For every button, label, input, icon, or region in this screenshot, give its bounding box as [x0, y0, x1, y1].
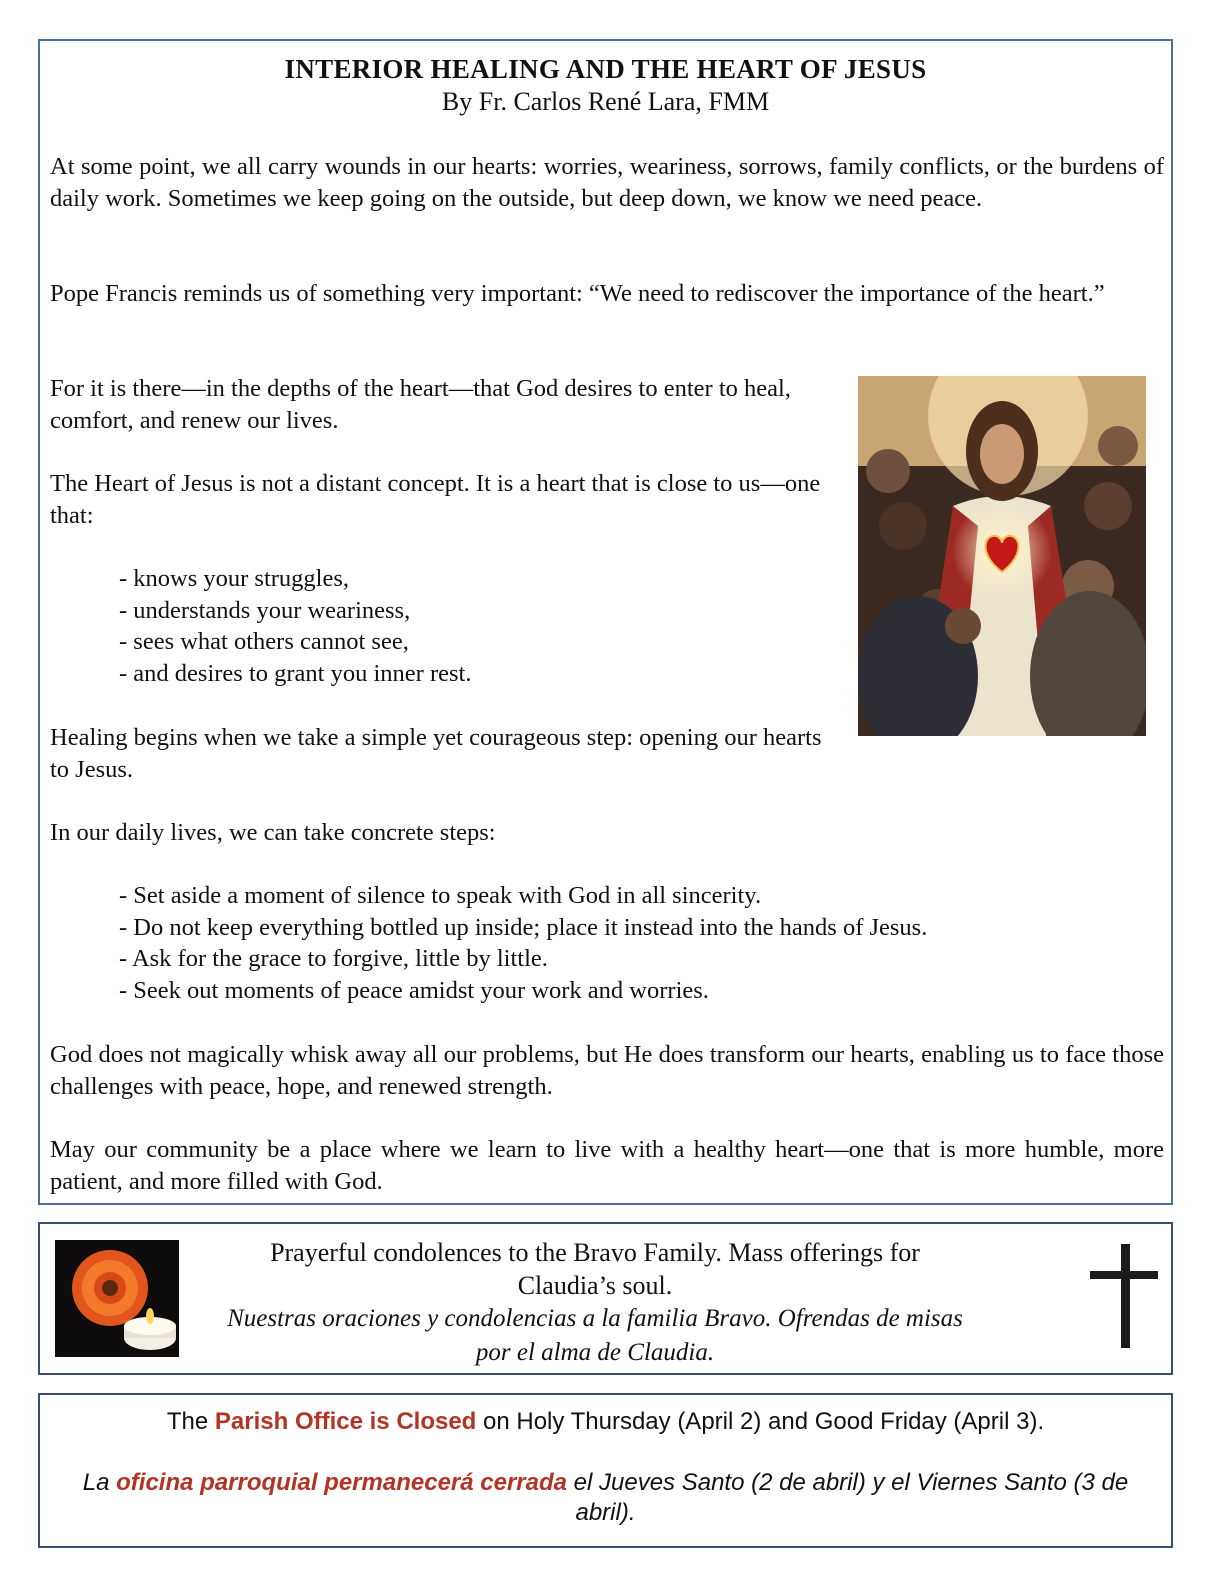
sacred-heart-image	[858, 376, 1146, 736]
flower-candle-image	[55, 1240, 179, 1357]
list-item: - and desires to grant you inner rest.	[119, 658, 471, 690]
paragraph-6: In our daily lives, we can take concrete steps:	[50, 819, 496, 846]
paragraph-1: At some point, we all carry wounds in our hearts: worries, weariness, sorrows, family conflicts, or the burdens of daily work. Sometimes we keep going on the outside, but deep down, we know we need peace.	[50, 153, 1164, 212]
article-byline: By Fr. Carlos René Lara, FMM	[441, 87, 770, 116]
paragraph-4: The Heart of Jesus is not a distant concept. It is a heart that is close to us—one that:	[50, 470, 821, 529]
qualities-list	[119, 563, 471, 690]
paragraph-2: Pope Francis reminds us of something very important: “We need to rediscover the importance of the heart.”	[50, 280, 1105, 307]
article-title: INTERIOR HEALING AND THE HEART OF JESUS	[284, 54, 927, 84]
list-item: - sees what others cannot see,	[119, 626, 471, 658]
office-closure-box	[38, 1393, 1173, 1548]
list-item: - Seek out moments of peace amidst your work and worries.	[119, 975, 927, 1007]
paragraph-7: God does not magically whisk away all our problems, but He does transform our hearts, enabling us to face those challenges with peace, hope, and renewed strength.	[50, 1041, 1164, 1100]
office-notice-spanish: La oficina parroquial permanecerá cerrada el Jueves Santo (2 de abril) y el Viernes Santo (3 de abril).	[82, 1469, 1129, 1526]
list-item: - Set aside a moment of silence to speak with God in all sincerity.	[119, 880, 927, 912]
list-item: - understands your weariness,	[119, 595, 471, 627]
condolence-box	[38, 1222, 1173, 1375]
office-closed-highlight: Parish Office is Closed	[214, 1408, 477, 1435]
list-item: - knows your struggles,	[119, 563, 471, 595]
steps-list	[119, 880, 927, 1007]
condolence-english: Prayerful condolences to the Bravo Family. Mass offerings for Claudia’s soul.	[270, 1238, 920, 1300]
office-notice-english: The Parish Office is Closed on Holy Thursday (April 2) and Good Friday (April 3).	[166, 1408, 1045, 1435]
list-item: - Ask for the grace to forgive, little by little.	[119, 943, 927, 975]
paragraph-3: For it is there—in the depths of the heart—that God desires to enter to heal, comfort, and renew our lives.	[50, 375, 791, 434]
cross-icon	[1090, 1244, 1160, 1352]
office-closed-highlight-es: oficina parroquial permanecerá cerrada	[116, 1469, 567, 1496]
article-box	[38, 39, 1173, 1205]
condolence-spanish: Nuestras oraciones y condolencias a la familia Bravo. Ofrendas de misas por el alma de Claudia.	[227, 1305, 963, 1366]
paragraph-5: Healing begins when we take a simple yet courageous step: opening our hearts to Jesus.	[50, 724, 822, 783]
list-item: - Do not keep everything bottled up inside; place it instead into the hands of Jesus.	[119, 912, 927, 944]
paragraph-8: May our community be a place where we learn to live with a healthy heart—one that is more humble, more patient, and more filled with God.	[50, 1136, 1164, 1195]
